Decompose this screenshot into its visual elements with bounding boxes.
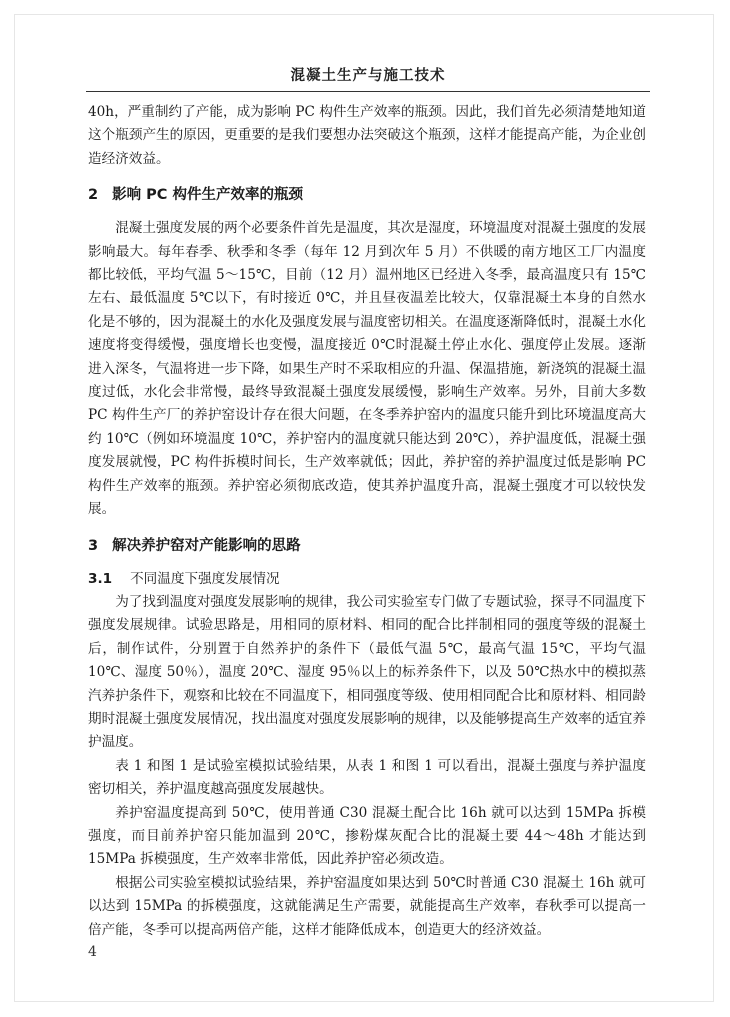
page-body xyxy=(88,101,646,942)
intro-paragraph: 40h，严重制约了产能，成为影响 PC 构件生产效率的瓶颈。因此，我们首先必须清楚地知道这个瓶颈产生的原因，更重要的是我们要想办法突破这个瓶颈，这样才能提高产能，为企业创造经济效益。 xyxy=(88,104,646,167)
section-3-number: 3 xyxy=(88,537,99,554)
section-3-heading xyxy=(88,534,646,558)
subsection-3-1-number: 3.1 xyxy=(88,570,113,587)
subsection-3-1-title: 不同温度下强度发展情况 xyxy=(130,570,280,587)
running-header: 混凝土生产与施工技术 xyxy=(290,67,446,84)
section-2-number: 2 xyxy=(88,187,99,204)
section-3-title: 解决养护窑对产能影响的思路 xyxy=(112,537,301,554)
section-3-paragraph-3: 养护窑温度提高到 50℃，使用普通 C30 混凝土配合比 16h 就可以达到 15MPa 拆模强度，而目前养护窑只能加温到 20℃，掺粉煤灰配合比的混凝土要 44～48h 才能达到 15MPa 拆模强度，生产效率非常低，因此养护窑必须改造。 xyxy=(88,804,646,868)
section-3-paragraph-1: 为了找到温度对强度发展影响的规律，我公司实验室专门做了专题试验，探寻不同温度下强度发展规律。试验思路是，用相同的原材料、相同的配合比拌制相同的强度等级的混凝土后，制作试件，分别置于自然养护的条件下（最低气温 5℃，最高气温 15℃，平均气温 10℃、湿度 50％），温度 20℃、湿度 95％以上的标养条件下，以及 50℃热水中的模拟蒸汽养护条件下，观察和比较在不同温度下，相同强度等级、使用相同配合比和原材料、相同龄期时混凝土强度发展情况，找出温度对强度发展影响的规律，以及能够提高生产效率的适宜养护温度。 xyxy=(88,593,646,751)
section-3-paragraph-4: 根据公司实验室模拟试验结果，养护窑温度如果达到 50℃时普通 C30 混凝土 16h 就可以达到 15MPa 的拆模强度，这就能满足生产需要，就能提高生产效率，春秋季可以提高一倍产能，冬季可以提高两倍产能，这样才能降低成本，创造更大的经济效益。 xyxy=(88,874,646,938)
header-rule xyxy=(86,91,650,92)
section-2-title: 影响 PC 构件生产效率的瓶颈 xyxy=(112,187,303,204)
subsection-3-1-heading xyxy=(88,568,646,591)
section-3-paragraph-2: 表 1 和图 1 是试验室模拟试验结果，从表 1 和图 1 可以看出，混凝土强度与养护温度密切相关，养护温度越高强度发展越快。 xyxy=(88,757,646,798)
section-2-heading xyxy=(88,183,646,207)
page-number: 4 xyxy=(88,944,97,960)
section-2-paragraph: 混凝土强度发展的两个必要条件首先是温度，其次是湿度，环境温度对混凝土强度的发展影响最大。每年春季、秋季和冬季（每年 12 月到次年 5 月）不供暖的南方地区工厂内温度都比较低，平均气温 5～15℃，目前（12 月）温州地区已经进入冬季，最高温度只有 15℃左右、最低温度 5℃以下，有时接近 0℃，并且昼夜温差比较大，仅靠混凝土本身的自然水化是不够的，因为混凝土的水化及强度发展与温度密切相关。在温度逐渐降低时，混凝土水化速度将变得缓慢，强度增长也变慢，温度接近 0℃时混凝土停止水化、强度停止发展。逐渐进入深冬，气温将进一步下降，如果生产时不采取相应的升温、保温措施，新浇筑的混凝土温度过低，水化会非常慢，最终导致混凝土强度发展缓慢，影响生产效率。另外，目前大多数 PC 构件生产厂的养护窑设计存在很大问题，在冬季养护窑内的温度只能升到比环境温度高大约 10℃（例如环境温度 10℃，养护窑内的温度就只能达到 20℃），养护温度低，混凝土强度发展就慢，PC 构件拆模时间长，生产效率就低；因此，养护窑的养护温度过低是影响 PC 构件生产效率的瓶颈。养护窑必须彻底改造，使其养护温度升高，混凝土强度才可以较快发展。 xyxy=(88,220,646,518)
